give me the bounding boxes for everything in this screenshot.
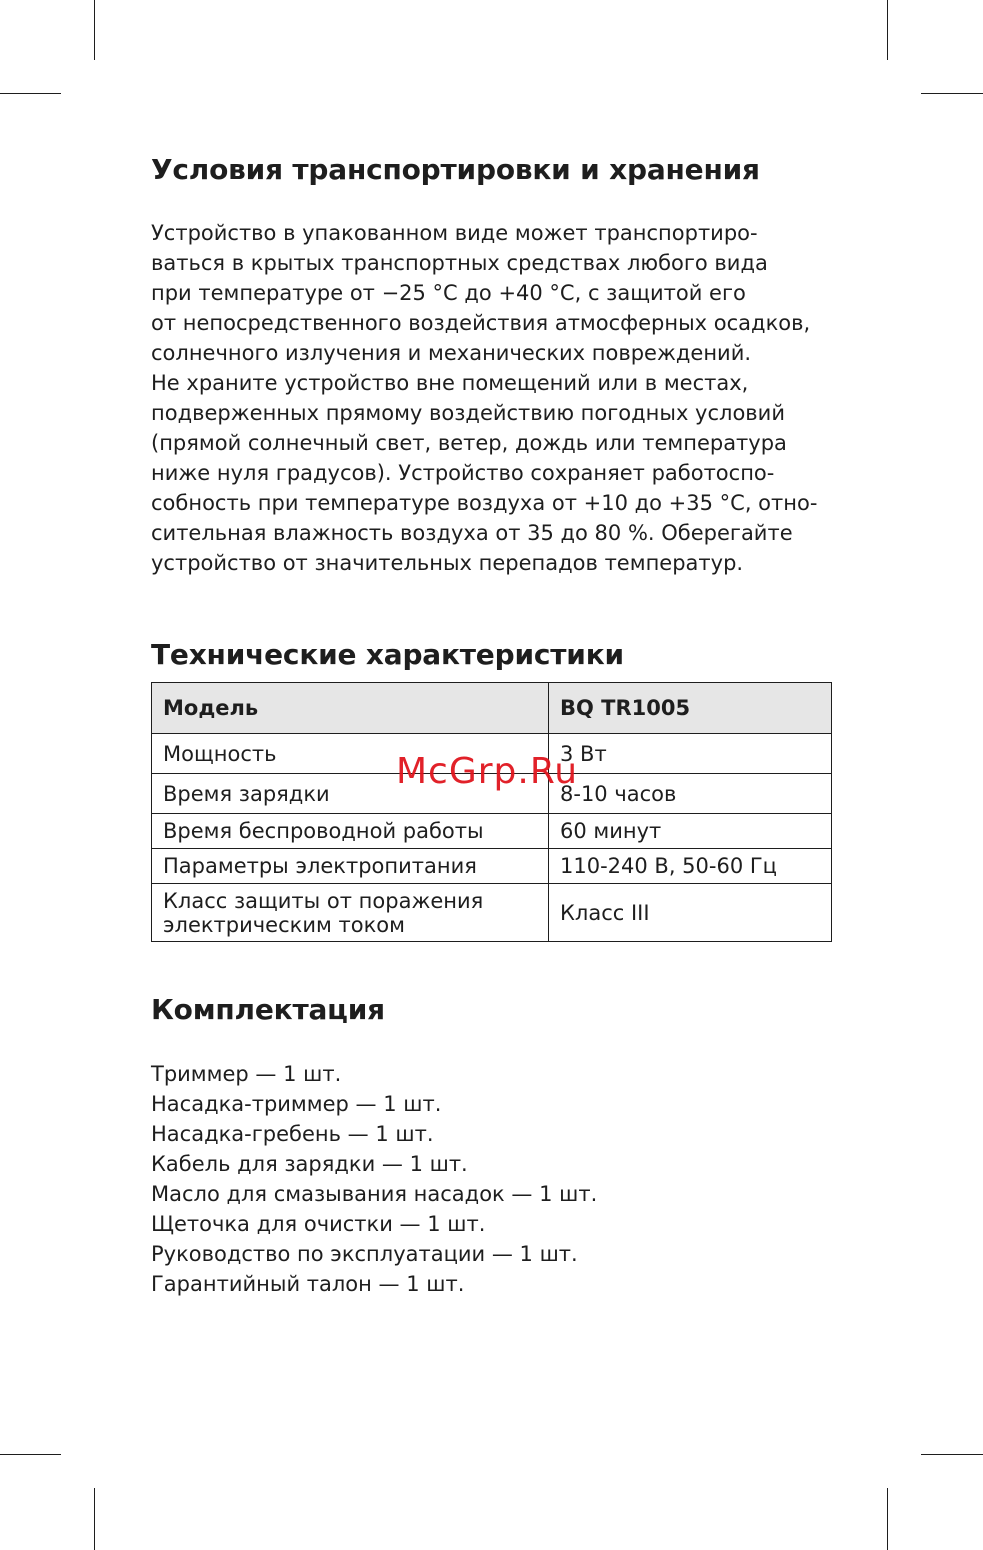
list-item: Насадка-гребень — 1 шт. (151, 1122, 434, 1146)
row-value: 110-240 В, 50-60 Гц (549, 849, 832, 884)
paragraph-line: ниже нуля градусов). Устройство сохраняет работоспо- (151, 461, 775, 485)
paragraph-line: сительная влажность воздуха от 35 до 80 %. Оберегайте (151, 521, 793, 545)
manual-page (151, 150, 832, 1315)
crop-mark-top-right-vertical (887, 0, 888, 60)
crop-mark-top-left-horizontal (0, 93, 61, 94)
list-item: Триммер — 1 шт. (151, 1062, 342, 1086)
specs-section-title: Технические характеристики (151, 638, 624, 671)
header-cell-label: Модель (152, 683, 549, 734)
row-label (152, 884, 549, 942)
paragraph-line: (прямой солнечный свет, ветер, дождь или температура (151, 431, 787, 455)
kit-section-title: Комплектация (151, 993, 385, 1026)
table-row (152, 734, 832, 774)
row-label: Время беспроводной работы (152, 814, 549, 849)
list-item: Руководство по эксплуатации — 1 шт. (151, 1242, 578, 1266)
transport-section-title: Условия транспортировки и хранения (151, 153, 760, 186)
table-row (152, 774, 832, 814)
crop-mark-bottom-right-horizontal (921, 1454, 983, 1455)
list-item: Насадка-триммер — 1 шт. (151, 1092, 442, 1116)
paragraph-line: ваться в крытых транспортных средствах любого вида (151, 251, 768, 275)
paragraph-line: устройство от значительных перепадов температур. (151, 551, 744, 575)
row-label-line-2: электрическим током (163, 912, 405, 937)
table-row (152, 814, 832, 849)
row-label: Параметры электропитания (152, 849, 549, 884)
row-label: Время зарядки (152, 774, 549, 814)
paragraph-line: подверженных прямому воздействию погодных условий (151, 401, 785, 425)
row-label: Мощность (152, 734, 549, 774)
list-item: Кабель для зарядки — 1 шт. (151, 1152, 468, 1176)
crop-mark-bottom-left-horizontal (0, 1454, 61, 1455)
table-header-row (152, 683, 832, 734)
crop-mark-top-left-vertical (94, 0, 95, 60)
list-item: Щеточка для очистки — 1 шт. (151, 1212, 486, 1236)
kit-list (151, 1059, 832, 1299)
specs-table (151, 682, 832, 942)
header-cell-value: BQ TR1005 (549, 683, 832, 734)
list-item: Масло для смазывания насадок — 1 шт. (151, 1182, 598, 1206)
row-value: Класс III (549, 884, 832, 942)
paragraph-line: от непосредственного воздействия атмосферных осадков, (151, 311, 811, 335)
paragraph-line: при температуре от −25 °С до +40 °С, с защитой его (151, 281, 746, 305)
paragraph-line: собность при температуре воздуха от +10 до +35 °С, отно- (151, 491, 818, 515)
list-item: Гарантийный талон — 1 шт. (151, 1272, 465, 1296)
row-value: 60 минут (549, 814, 832, 849)
row-value: 3 Вт (549, 734, 832, 774)
crop-mark-bottom-right-vertical (887, 1488, 888, 1550)
table-row (152, 849, 832, 884)
paragraph-line: солнечного излучения и механических повреждений. (151, 341, 752, 365)
transport-paragraph (151, 218, 832, 578)
paragraph-line: Устройство в упакованном виде может транспортиро- (151, 221, 758, 245)
row-value: 8-10 часов (549, 774, 832, 814)
crop-mark-bottom-left-vertical (94, 1488, 95, 1550)
table-row (152, 884, 832, 942)
row-label-line-1: Класс защиты от поражения (163, 888, 484, 913)
paragraph-line: Не храните устройство вне помещений или в местах, (151, 371, 749, 395)
crop-mark-top-right-horizontal (921, 93, 983, 94)
watermark-text: McGrp.Ru (396, 751, 579, 792)
